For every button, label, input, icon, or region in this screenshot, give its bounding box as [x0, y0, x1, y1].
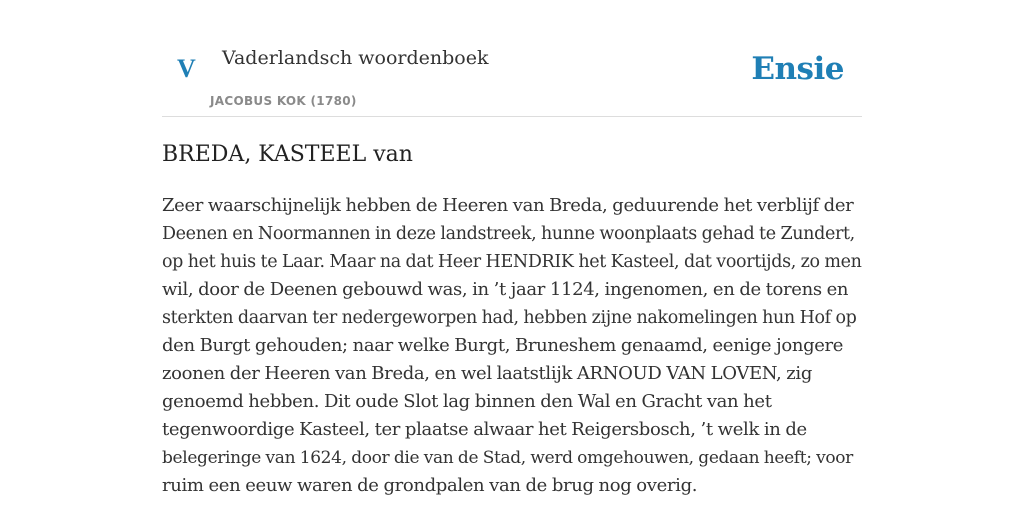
entry-body-line: Zeer waarschijnelijk hebben de Heeren van Breda, geduurende het verblijf der: [162, 195, 854, 216]
header: [162, 0, 862, 117]
entry-body-line: op het huis te Laar. Maar na dat Heer HENDRIK het Kasteel, dat voortijds, zo men: [162, 252, 862, 272]
entry-body-line: Deenen en Noormannen in deze landstreek, hunne woonplaats gehad te Zundert,: [162, 224, 855, 244]
entry-body-line: zoonen der Heeren van Breda, en wel laatstlijk ARNOUD VAN LOVEN, zig: [162, 363, 813, 384]
ensie-logo-link[interactable]: Ensie: [751, 51, 844, 87]
entry-title: BREDA, KASTEEL van: [162, 142, 413, 167]
entry-body-line: ruim een eeuw waren de grondpalen van de brug nog overig.: [162, 475, 698, 496]
entry-body-line: wil, door de Deenen gebouwd was, in ’t jaar 1124, ingenomen, en de torens en: [162, 279, 849, 300]
entry-body-line: belegeringe van 1624, door die van de Stad, werd omgehouwen, gedaan heeft; voor: [162, 448, 853, 468]
entry-body-line: genoemd hebben. Dit oude Slot lag binnen den Wal en Gracht van het: [162, 391, 772, 412]
book-title-link[interactable]: Vaderlandsch woordenboek: [222, 47, 489, 69]
entry-body-line: tegenwoordige Kasteel, ter plaatse alwaar het Reigersbosch, ’t welk in de: [162, 419, 807, 440]
entry-body-line: den Burgt gehouden; naar welke Burgt, Bruneshem genaamd, eenige jongere: [162, 335, 844, 356]
entry-body-line: sterkten daarvan ter nedergeworpen had, hebben zijne nakomelingen hun Hof op: [162, 308, 857, 328]
book-author: JACOBUS KOK (1780): [210, 94, 357, 108]
volume-letter: V: [177, 54, 196, 83]
entry-body: [162, 192, 862, 500]
